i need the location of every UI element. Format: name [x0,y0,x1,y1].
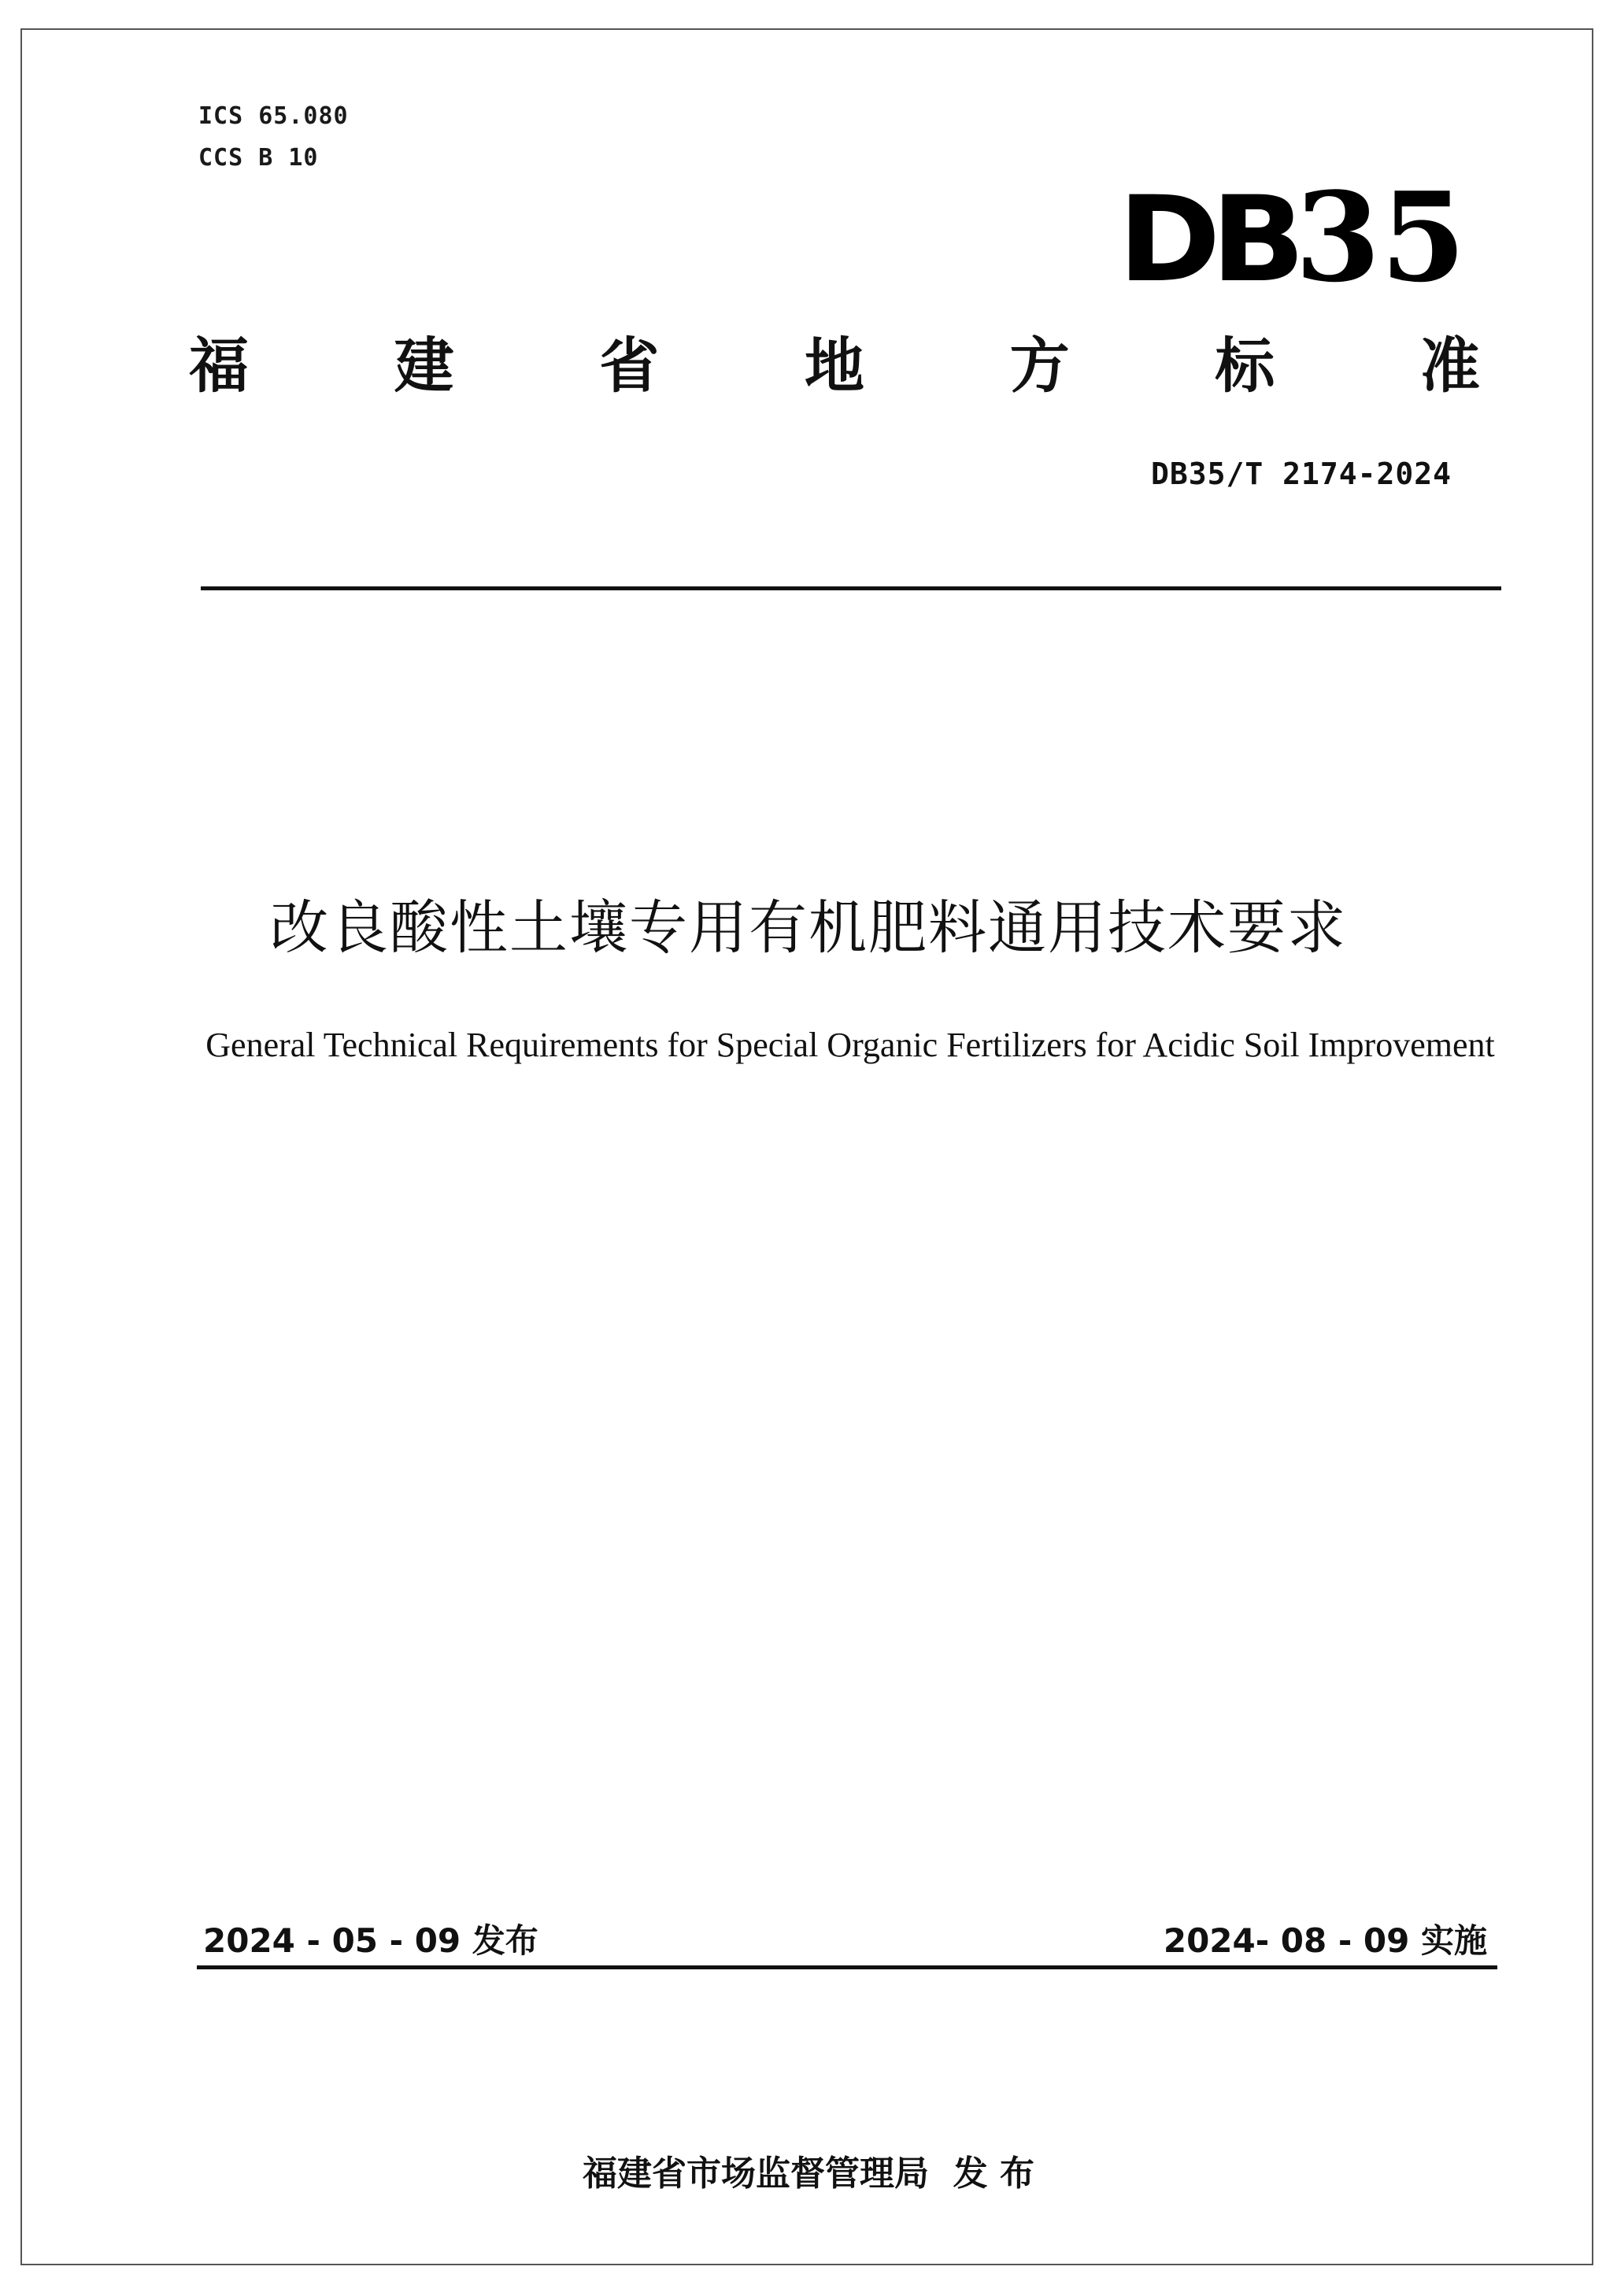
document-title-english: General Technical Requirements for Special Organic Fertilizers for Acidic Soil Improvement [205,1026,1495,1064]
logo-number-text: 35 [1295,165,1467,309]
category-char: 地 [804,331,864,401]
document-title-chinese: 改良酸性土壤专用有机肥料通用技术要求 [270,894,1347,962]
implementation-date: 2024- 08 - 09 实施 [1163,1921,1487,1960]
standard-number: DB35/T 2174-2024 [1150,457,1452,491]
category-char: 福 [189,331,249,401]
category-char: 省 [599,331,660,401]
category-char: 标 [1215,331,1275,401]
db35-logo [1118,165,1467,309]
publisher-line: 福建省市场监督管理局 发 布 [583,2154,1034,2194]
standard-category-title [189,331,1480,401]
category-char: 准 [1419,331,1480,401]
ics-code: ICS 65.080 [198,102,349,130]
bottom-divider [197,1965,1497,1969]
ccs-code: CCS B 10 [198,144,319,172]
category-char: 建 [394,331,454,401]
release-date: 2024 - 05 - 09 发布 [203,1921,538,1960]
logo-db-text: DB [1118,172,1296,309]
top-divider [201,586,1501,590]
category-char: 方 [1009,331,1070,401]
